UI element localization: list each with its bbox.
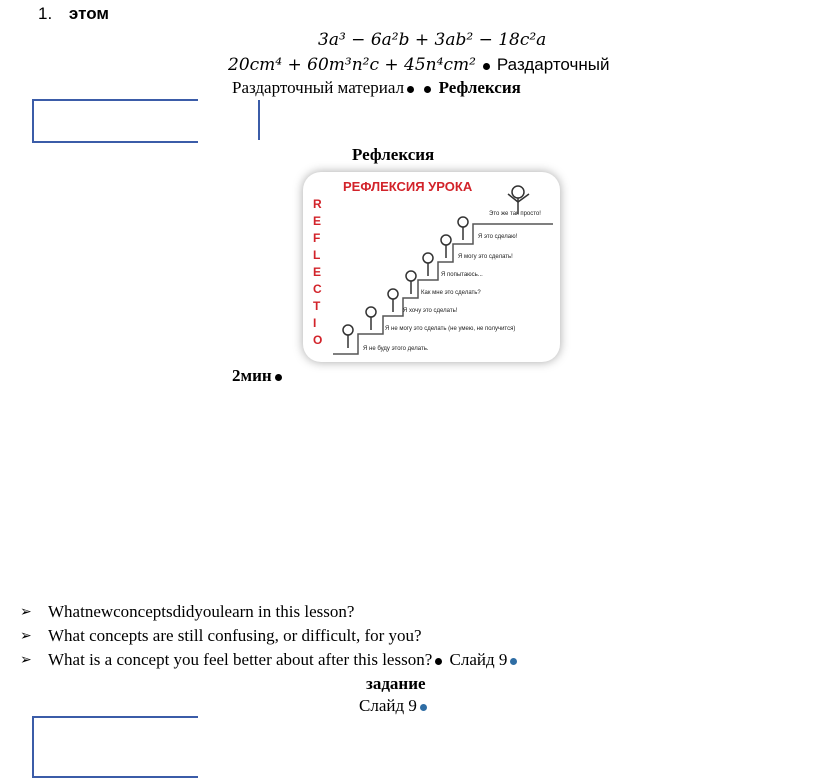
arrow-bullet-icon: ➢: [20, 604, 32, 620]
text-cursor: [258, 100, 260, 140]
step-label: Я попытаюсь...: [441, 272, 483, 278]
side-letter: L: [313, 248, 321, 262]
time-label: 2мин: [232, 366, 272, 385]
question-text: Whatnewconceptsdidyoulearn in this lesson?: [48, 602, 355, 621]
slide-label-row: [359, 696, 430, 716]
list-item: [20, 648, 520, 672]
line2-tail: Раздарточный: [496, 55, 610, 74]
step-label: Я могу это сделать!: [458, 254, 513, 260]
bullet-dot-icon: [424, 86, 431, 93]
arrow-bullet-icon: ➢: [20, 652, 32, 668]
figure-title: РЕФЛЕКСИЯ УРОКА: [343, 179, 473, 194]
list-number: 1.: [38, 4, 53, 23]
step-label: Как мне это сделать?: [421, 290, 481, 296]
blue-dot-icon: [420, 704, 427, 711]
side-letter: T: [313, 299, 321, 313]
blue-frame-bottom: [32, 716, 198, 778]
reflection-label: Рефлексия: [438, 78, 521, 97]
side-letter: O: [313, 333, 323, 347]
question-text: What is a concept you feel better about after this lesson?: [48, 650, 433, 669]
step-label: Я не могу это сделать (не умею, не получится): [385, 326, 516, 332]
step-label: Я хочу это сделать!: [403, 308, 458, 314]
step-label: Это же так просто!: [489, 211, 541, 217]
side-letter: E: [313, 265, 322, 279]
math-line-2: [228, 55, 609, 75]
bullet-dot-icon: [407, 86, 414, 93]
side-letters: [313, 197, 322, 347]
math-expression-2: 20cm⁴ + 60m³n²c + 45n⁴cm²: [228, 55, 476, 75]
math-expression-1: 3a³ − 6a²b + 3ab² − 18c²a: [318, 30, 547, 50]
list-item: [20, 600, 520, 624]
question-list: [20, 600, 520, 672]
arrow-bullet-icon: ➢: [20, 628, 32, 644]
reflection-staircase-image: [303, 172, 560, 362]
line-3: [232, 78, 521, 98]
slide-label: Слайд 9: [449, 650, 508, 669]
blue-dot-icon: [510, 658, 517, 665]
handout-text: Раздарточный материал: [232, 78, 405, 97]
list-item-heading: [38, 4, 109, 24]
question-text: What concepts are still confusing, or difficult, for you?: [48, 626, 422, 645]
section-title: Рефлексия: [352, 145, 435, 164]
bullet-dot-icon: [483, 63, 490, 70]
blue-frame-top: [32, 99, 198, 143]
staircase-illustration: [303, 172, 560, 362]
side-letter: R: [313, 197, 322, 211]
step-label: Я не буду этого делать.: [363, 346, 429, 352]
bullet-dot-icon: [275, 374, 282, 381]
time-label-row: [232, 366, 285, 386]
heading: этом: [68, 4, 109, 23]
task-label: задание: [366, 674, 426, 693]
step-label: Я это сделаю!: [478, 234, 518, 240]
list-item: [20, 624, 520, 648]
side-letter: I: [313, 316, 317, 330]
side-letter: F: [313, 231, 321, 245]
bullet-dot-icon: [435, 658, 442, 665]
slide-label-2: Слайд 9: [359, 696, 417, 715]
side-letter: C: [313, 282, 322, 296]
side-letter: E: [313, 214, 322, 228]
